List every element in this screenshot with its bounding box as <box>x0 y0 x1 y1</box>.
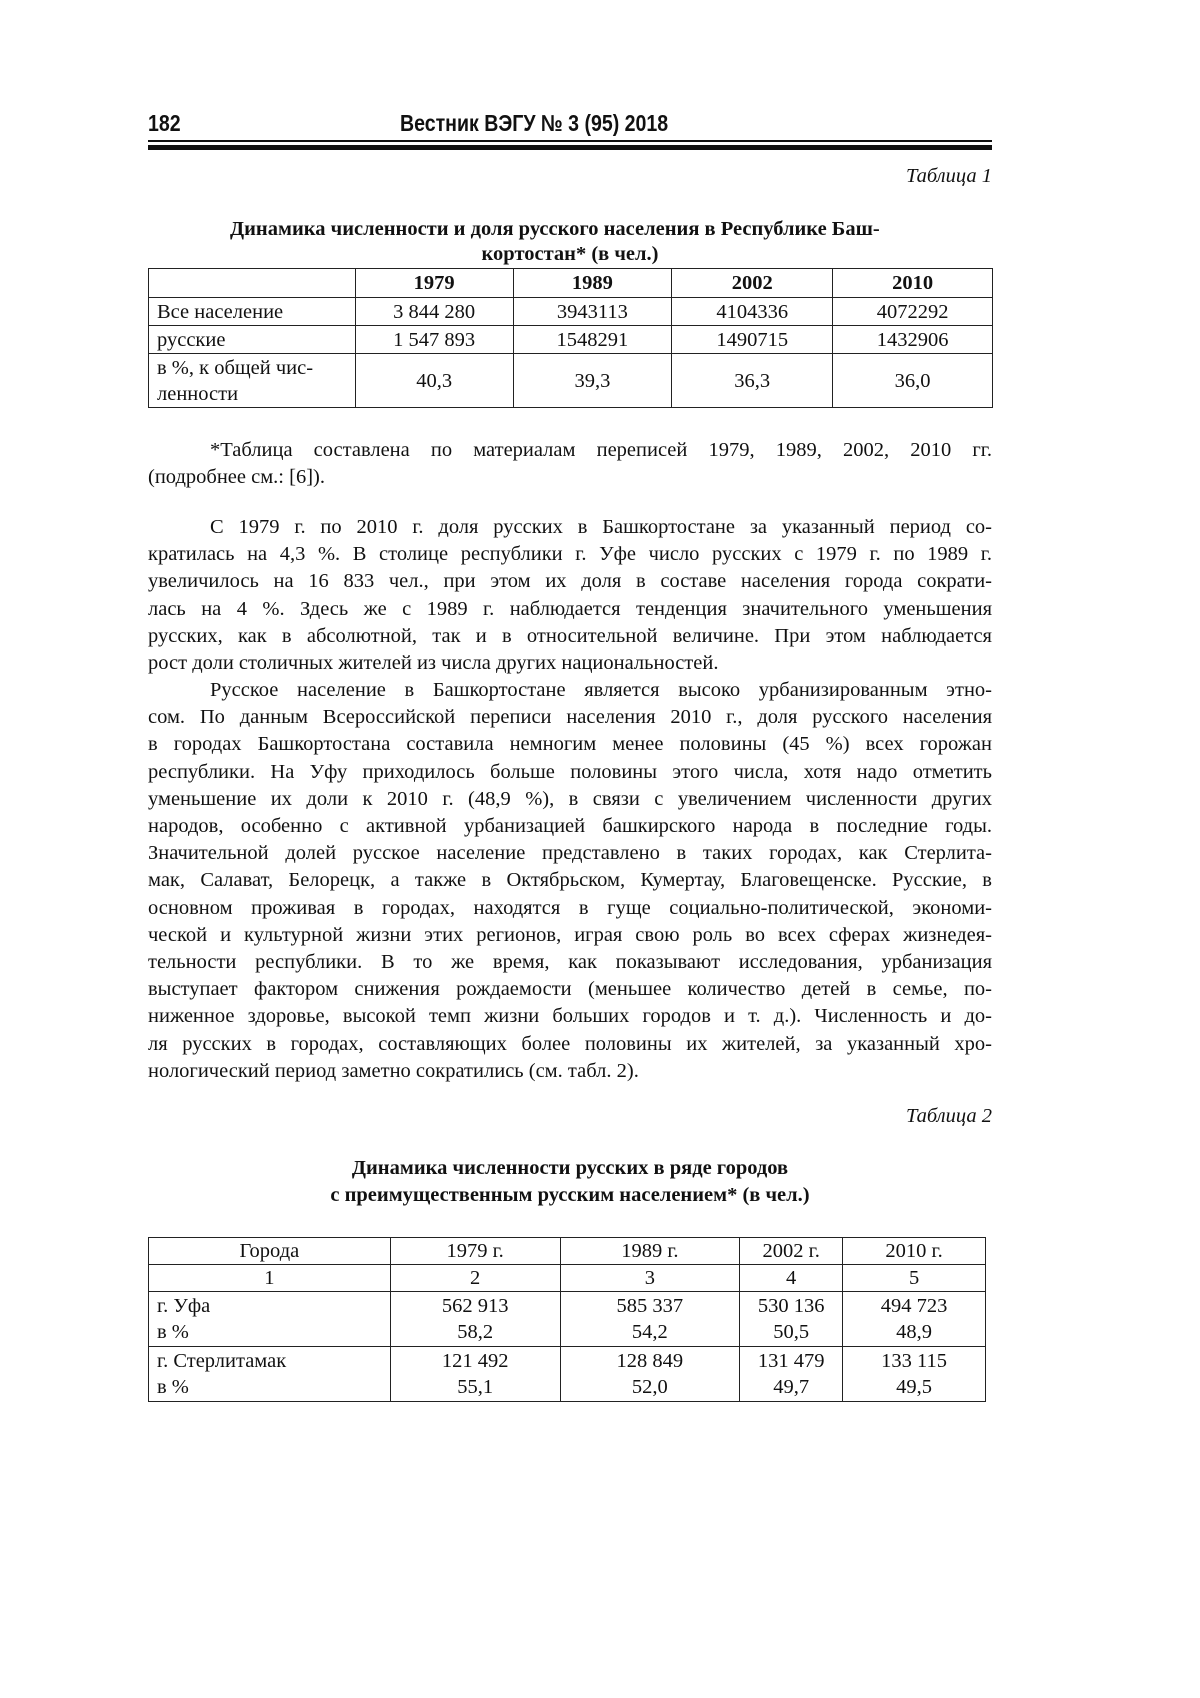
paragraph-line: тельности республики. В то же время, как показывают исследования, урбанизация <box>148 951 992 973</box>
paragraph-line: народов, особенно с активной урбанизацией башкирского народа в последние годы. <box>148 815 992 837</box>
paragraph-line: Значительной долей русское население представлено в таких городах, как Стерлита- <box>148 842 992 865</box>
cell: 1 547 893 <box>355 326 513 354</box>
cell <box>740 1292 843 1347</box>
table-row <box>149 354 993 408</box>
cell <box>560 1347 740 1402</box>
paragraph-line: увеличилось на 16 833 чел., при этом их доля в составе населения города сократи- <box>148 570 992 593</box>
table-row <box>149 1292 986 1347</box>
table-row <box>149 298 993 326</box>
row-label: Все население <box>149 298 356 326</box>
column-number: 5 <box>843 1265 986 1292</box>
row-label-line: ленности <box>157 382 239 405</box>
paragraph-line: рост доли столичных жителей из числа других национальностей. <box>148 652 719 674</box>
paragraph-line: нологический период заметно сократились (см. табл. 2). <box>148 1059 639 1082</box>
row-label-line: в %, к общей чис- <box>157 356 314 379</box>
paragraph-line: Русское население в Башкортостане является высоко урбанизированным этно- <box>210 679 992 701</box>
paragraph-line: в городах Башкортостана составила немногим менее половины (45 %) всех горожан <box>148 733 992 756</box>
column-number: 4 <box>740 1265 843 1292</box>
pct: 58,2 <box>457 1321 494 1343</box>
header-cell: 1989 <box>513 269 672 298</box>
paragraph-line: русских, как в абсолютной, так и в относительной величине. При этом наблюдается <box>148 624 992 647</box>
table1-title-line2: кортостан* (в чел.) <box>481 243 659 265</box>
table-row <box>149 326 993 354</box>
table1-title-line1: Динамика численности и доля русского населения в Республике Баш- <box>230 218 880 240</box>
table1-header-row <box>149 269 993 298</box>
cell: 4072292 <box>833 298 993 326</box>
paragraph-line: кратилась на 4,3 %. В столице республики г. Уфе число русских с 1979 г. по 1989 г. <box>148 543 992 566</box>
pct: 54,2 <box>631 1321 668 1343</box>
paragraph-line: ческой и культурной жизни этих регионов, играя свою роль во всех сферах жизнедея- <box>148 923 992 946</box>
paragraph-line: республики. На Уфу приходилось больше половины этого числа, хотя надо отметить <box>148 760 992 783</box>
cell <box>390 1292 560 1347</box>
page-number: 182 <box>148 110 181 136</box>
count: 585 337 <box>616 1295 684 1317</box>
table1-caption: Таблица 1 <box>905 165 992 187</box>
row-label <box>149 354 356 408</box>
cell: 3 844 280 <box>355 298 513 326</box>
paragraph-line: сом. По данным Всероссийской переписи населения 2010 г., доля русского населения <box>148 706 992 729</box>
paragraph-line: С 1979 г. по 2010 г. доля русских в Башкортостане за указанный период со- <box>210 516 992 538</box>
pct: 48,9 <box>896 1321 932 1343</box>
cell: 39,3 <box>513 354 672 408</box>
cell: 1490715 <box>672 326 833 354</box>
paragraph-line: выступает фактором снижения рождаемости (меньшее количество детей в семье, по- <box>148 978 992 1001</box>
cell <box>560 1292 740 1347</box>
pct: 52,0 <box>631 1376 668 1398</box>
table2-caption: Таблица 2 <box>905 1105 992 1127</box>
cell: 4104336 <box>672 298 833 326</box>
header-cell: 2002 <box>672 269 833 298</box>
table1 <box>148 268 993 408</box>
pct: 55,1 <box>457 1376 494 1398</box>
header-cell: 2010 г. <box>843 1238 986 1265</box>
cell: 3943113 <box>513 298 672 326</box>
header-cell: 2010 <box>833 269 993 298</box>
paragraph-line: основном проживая в городах, находятся в гуще социально-политической, экономи- <box>148 896 992 919</box>
column-number: 1 <box>149 1265 391 1292</box>
table2-title-line1: Динамика численности русских в ряде городов <box>351 1157 789 1179</box>
header-rule-thin <box>148 140 992 142</box>
pct: 49,5 <box>896 1376 932 1398</box>
cell <box>843 1292 986 1347</box>
city-cell <box>149 1292 391 1347</box>
count: 133 115 <box>881 1350 947 1372</box>
header-cell: 1979 г. <box>390 1238 560 1265</box>
paragraph-line: мак, Салават, Белорецк, а также в Октябрьском, Кумертау, Благовещенске. Русские, в <box>148 869 992 892</box>
pct: 50,5 <box>773 1321 810 1343</box>
pct-label: в % <box>157 1321 189 1343</box>
city-cell <box>149 1347 391 1402</box>
table2-title-line2: с преимущественным русским населением* (в чел.) <box>330 1184 810 1206</box>
cell <box>390 1347 560 1402</box>
header-cell: 1989 г. <box>560 1238 740 1265</box>
footnote-line: *Таблица составлена по материалам переписей 1979, 1989, 2002, 2010 гг. <box>210 439 992 461</box>
header-cell: 2002 г. <box>740 1238 843 1265</box>
header-cell: Города <box>149 1238 391 1265</box>
cell <box>843 1347 986 1402</box>
paragraph-line: ниженное здоровье, высокой темп жизни больших городов и т. д.). Численность и до- <box>148 1005 992 1028</box>
count: 121 492 <box>441 1350 509 1372</box>
city-name: г. Стерлитамак <box>157 1350 287 1372</box>
footnote-line: (подробнее см.: [6]). <box>148 466 325 489</box>
header-cell: 1979 <box>355 269 513 298</box>
table2-number-row <box>149 1265 986 1292</box>
row-label: русские <box>149 326 356 354</box>
cell: 40,3 <box>355 354 513 408</box>
journal-title: Вестник ВЭГУ № 3 (95) 2018 <box>400 110 669 136</box>
header-rule-thick <box>148 145 992 150</box>
city-name: г. Уфа <box>157 1295 211 1317</box>
pct: 49,7 <box>773 1376 810 1398</box>
cell: 1548291 <box>513 326 672 354</box>
table-row <box>149 1347 986 1402</box>
cell: 36,0 <box>833 354 993 408</box>
count: 131 479 <box>757 1350 825 1372</box>
table2 <box>148 1237 986 1402</box>
column-number: 2 <box>390 1265 560 1292</box>
paragraph-line: уменьшение их доли к 2010 г. (48,9 %), в связи с увеличением численности других <box>148 787 992 810</box>
paragraph-line: ля русских в городах, составляющих более половины их жителей, за указанный хро- <box>148 1032 992 1055</box>
cell <box>740 1347 843 1402</box>
count: 562 913 <box>441 1295 509 1317</box>
cell: 36,3 <box>672 354 833 408</box>
table2-header-row <box>149 1238 986 1265</box>
cell: 1432906 <box>833 326 993 354</box>
pct-label: в % <box>157 1376 189 1398</box>
count: 494 723 <box>880 1295 948 1317</box>
count: 530 136 <box>757 1295 825 1317</box>
count: 128 849 <box>616 1350 684 1372</box>
paragraph-line: лась на 4 %. Здесь же с 1989 г. наблюдается тенденция значительного уменьшения <box>148 597 992 620</box>
header-cell <box>149 269 356 298</box>
column-number: 3 <box>560 1265 740 1292</box>
